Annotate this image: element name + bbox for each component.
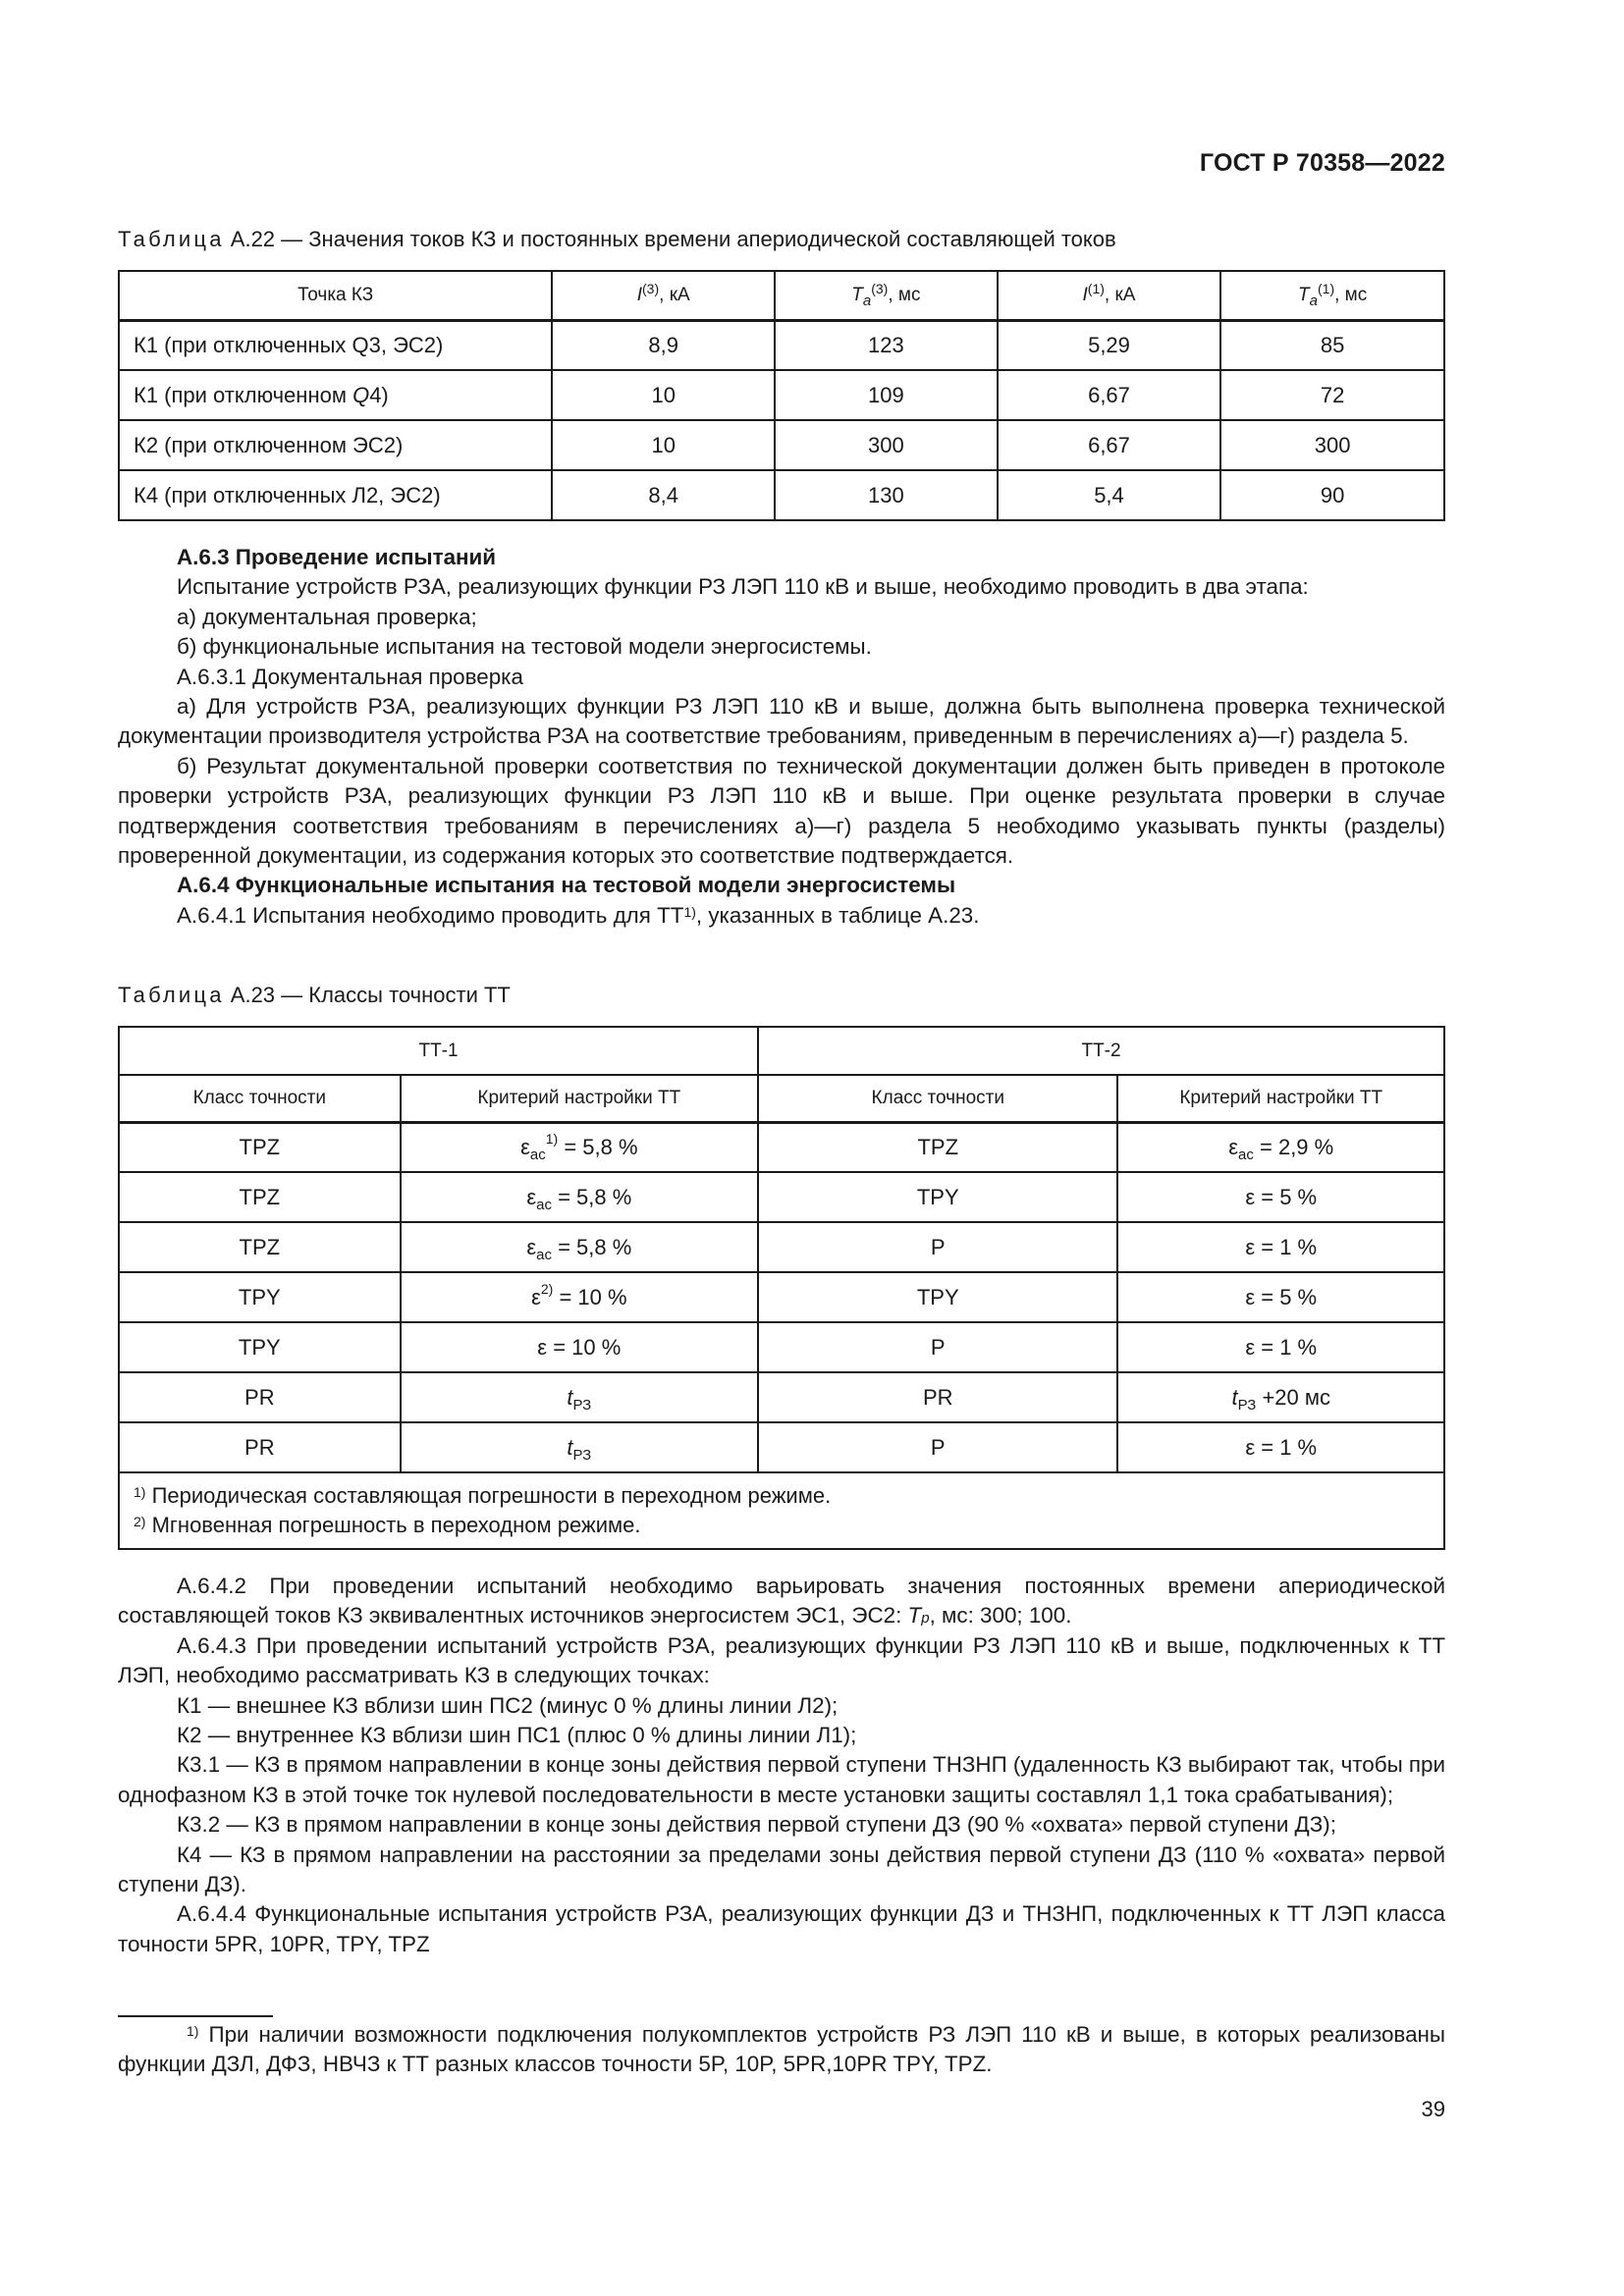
- caption-word: Таблица: [118, 983, 225, 1007]
- footnote-divider: [118, 2015, 273, 2017]
- table-note-2: $^{2)}$ Мгновенная погрешность в переходном режиме.: [134, 1513, 641, 1537]
- header-tt2: ТТ-2: [758, 1027, 1444, 1075]
- cell-i1: 6,67: [998, 370, 1221, 420]
- header-class: Класс точности: [758, 1075, 1117, 1122]
- cell-class: PR: [758, 1372, 1117, 1422]
- table-notes-row: [119, 1472, 1444, 1549]
- list-item: К1 — внешнее КЗ вблизи шин ПС2 (минус 0 % длины линии Л2);: [177, 1692, 839, 1718]
- cell-ta1: 300: [1220, 420, 1444, 470]
- cell-i3: 10: [552, 370, 775, 420]
- table-notes: [119, 1472, 1444, 1549]
- cell-point: К2 (при отключенном ЭС2): [119, 420, 552, 470]
- cell-criterion: $\varepsilon^{2)} = 10$ %: [401, 1272, 758, 1322]
- cell-class: TPZ: [119, 1172, 401, 1222]
- paragraph: А.6.4.4 Функциональные испытания устройств РЗА, реализующих функции ДЗ и ТНЗНП, подключенных к ТТ ЛЭП класса точности 5PR, 10PR, TPY, TPZ: [118, 1901, 1445, 1956]
- caption-word: Таблица: [118, 227, 225, 251]
- cell-class: TPZ: [119, 1122, 401, 1172]
- cell-ta1: 85: [1220, 320, 1444, 370]
- cell-criterion: ε = 1 %: [1117, 1322, 1444, 1372]
- cell-criterion: $\varepsilon_{ас}^{1)} = 5,8$ %: [401, 1122, 758, 1172]
- cell-criterion: $\varepsilon_{ас} = 5,8$ %: [401, 1222, 758, 1272]
- section-a642-a644: [118, 1572, 1445, 1959]
- footnote-marker: 1): [187, 2023, 199, 2039]
- table-row: [119, 1122, 1444, 1172]
- table-header-row: [119, 1075, 1444, 1122]
- table-row: [119, 1372, 1444, 1422]
- cell-i3: 10: [552, 420, 775, 470]
- cell-criterion: $\varepsilon_{ас} = 2,9$ %: [1117, 1122, 1444, 1172]
- table-row: [119, 1422, 1444, 1472]
- cell-criterion: ε = 5 %: [1117, 1272, 1444, 1322]
- header-point: Точка КЗ: [119, 271, 552, 320]
- cell-i1: 6,67: [998, 420, 1221, 470]
- cell-class: TPZ: [119, 1222, 401, 1272]
- cell-point: К4 (при отключенных Л2, ЭС2): [119, 470, 552, 520]
- cell-class: TPY: [758, 1272, 1117, 1322]
- cell-point: К1 (при отключенных Q3, ЭС2): [119, 320, 552, 370]
- table-row: [119, 1322, 1444, 1372]
- footnote-text: При наличии возможности подключения полукомплектов устройств РЗ ЛЭП 110 кВ и выше, в которых реализованы функции ДЗЛ, ДФЗ, НВЧЗ к ТТ разных классов точности 5P, 10P, 5PR,10PR TPY, TPZ.: [118, 2022, 1445, 2077]
- cell-ta3: 300: [775, 420, 998, 470]
- cell-criterion: ε = 1 %: [1117, 1222, 1444, 1272]
- section-title-a63: А.6.3 Проведение испытаний: [177, 545, 497, 569]
- header-class: Класс точности: [119, 1075, 401, 1122]
- cell-class: P: [758, 1422, 1117, 1472]
- section-title-a64: А.6.4 Функциональные испытания на тестовой модели энергосистемы: [177, 873, 956, 898]
- table-row: [119, 370, 1444, 420]
- cell-criterion: $t_{РЗ}$: [401, 1422, 758, 1472]
- cell-criterion: ε = 1 %: [1117, 1422, 1444, 1472]
- table-row: [119, 320, 1444, 370]
- cell-i3: 8,4: [552, 470, 775, 520]
- paragraph: А.6.3.1 Документальная проверка: [177, 664, 523, 689]
- table-row: [119, 1272, 1444, 1322]
- cell-ta3: 123: [775, 320, 998, 370]
- cell-i3: 8,9: [552, 320, 775, 370]
- cell-criterion: $\varepsilon_{ас} = 5,8$ %: [401, 1172, 758, 1222]
- table-a23: [118, 1026, 1445, 1550]
- table-a22-caption: [118, 227, 1116, 252]
- list-item: К4 — КЗ в прямом направлении на расстоянии за пределами зоны действия первой ступени ДЗ (110 % «охвата» первой ступени ДЗ).: [118, 1842, 1445, 1897]
- cell-ta3: 109: [775, 370, 998, 420]
- paragraph: Испытание устройств РЗА, реализующих функции РЗ ЛЭП 110 кВ и выше, необходимо проводить в два этапа:: [177, 574, 1309, 600]
- cell-point: К1 (при отключенном Q4): [119, 370, 552, 420]
- header-tt1: ТТ-1: [119, 1027, 758, 1075]
- paragraph: а) документальная проверка;: [177, 604, 477, 629]
- cell-class: PR: [119, 1372, 401, 1422]
- cell-class: PR: [119, 1422, 401, 1472]
- list-item: К3.2 — КЗ в прямом направлении в конце зоны действия первой ступени ДЗ (90 % «охвата» первой ступени ДЗ);: [177, 1812, 1336, 1838]
- cell-ta1: 90: [1220, 470, 1444, 520]
- paragraph: б) Результат документальной проверки соответствия по технической документации должен быть приведен в протоколе проверки устройств РЗА, реализующих функции РЗ ЛЭП 110 кВ и выше. При оценке результата проверки в случае подтверждения соответствия требованиям в перечислениях а)—г) раздела 5 необходимо указывать пункты (разделы) проверенной документации, из содержания которых это соответствие подтверждается.: [118, 753, 1445, 869]
- cell-ta1: 72: [1220, 370, 1444, 420]
- cell-criterion: $t_{РЗ} +20$ мс: [1117, 1372, 1444, 1422]
- cell-class: P: [758, 1322, 1117, 1372]
- cell-ta3: 130: [775, 470, 998, 520]
- paragraph: б) функциональные испытания на тестовой модели энергосистемы.: [177, 634, 872, 660]
- footnote-ref: 1): [683, 903, 696, 920]
- standard-code: ГОСТ Р 70358—2022: [1199, 149, 1445, 177]
- caption-text: А.23 — Классы точности ТТ: [224, 983, 511, 1007]
- cell-class: TPY: [119, 1272, 401, 1322]
- table-row: [119, 420, 1444, 470]
- table-row: [119, 1172, 1444, 1222]
- table-row: [119, 470, 1444, 520]
- cell-criterion: ε = 5 %: [1117, 1172, 1444, 1222]
- cell-class: TPY: [119, 1322, 401, 1372]
- list-item: К3.1 — КЗ в прямом направлении в конце зоны действия первой ступени ТНЗНП (удаленность КЗ выбирают так, чтобы при однофазном КЗ в этой точке ток нулевой последовательности в месте установки защиты составлял 1,1 тока срабатывания);: [118, 1752, 1445, 1807]
- section-a63-a64: [118, 543, 1445, 931]
- table-a22: [118, 270, 1445, 521]
- paragraph: а) Для устройств РЗА, реализующих функции РЗ ЛЭП 110 кВ и выше, должна быть выполнена проверка технической документации производителя устройства РЗА на соответствие требованиям, приведенным в перечислениях а)—г) раздела 5.: [118, 694, 1445, 749]
- paragraph: А.6.4.1 Испытания необходимо проводить для ТТ$^{1)}$, указанных в таблице А.23.: [177, 902, 980, 928]
- header-criterion: Критерий настройки ТТ: [1117, 1075, 1444, 1122]
- cell-i1: 5,4: [998, 470, 1221, 520]
- header-criterion: Критерий настройки ТТ: [401, 1075, 758, 1122]
- header-i1: $I^{(1)}$, кА: [998, 271, 1221, 320]
- header-i3: $I^{(3)}$, кА: [552, 271, 775, 320]
- footnote: [118, 2020, 1445, 2080]
- cell-class: TPZ: [758, 1122, 1117, 1172]
- header-ta3: $T_a^{(3)}$, мс: [775, 271, 998, 320]
- cell-criterion: $t_{РЗ}$: [401, 1372, 758, 1422]
- caption-text: А.22 — Значения токов КЗ и постоянных времени апериодической составляющей токов: [224, 227, 1116, 251]
- table-a23-caption: [118, 983, 511, 1008]
- header-ta1: $T_a^{(1)}$, мс: [1220, 271, 1444, 320]
- table-group-row: [119, 1027, 1444, 1075]
- cell-criterion: ε = 10 %: [401, 1322, 758, 1372]
- page-number: 39: [1421, 2097, 1445, 2121]
- table-header-row: [119, 271, 1444, 320]
- cell-class: TPY: [758, 1172, 1117, 1222]
- cell-i1: 5,29: [998, 320, 1221, 370]
- table-note-1: $^{1)}$ Периодическая составляющая погрешности в переходном режиме.: [134, 1483, 832, 1508]
- paragraph: А.6.4.2 При проведении испытаний необходимо варьировать значения постоянных времени апериодической составляющей токов КЗ эквивалентных источников энергосистем ЭС1, ЭС2: $T_p$, мс: 300; 100.: [118, 1574, 1445, 1629]
- cell-class: P: [758, 1222, 1117, 1272]
- table-row: [119, 1222, 1444, 1272]
- paragraph: А.6.4.3 При проведении испытаний устройств РЗА, реализующих функции РЗ ЛЭП 110 кВ и выше, подключенных к ТТ ЛЭП, необходимо рассматривать КЗ в следующих точках:: [118, 1632, 1445, 1688]
- list-item: К2 — внутреннее КЗ вблизи шин ПС1 (плюс 0 % длины линии Л1);: [177, 1723, 857, 1748]
